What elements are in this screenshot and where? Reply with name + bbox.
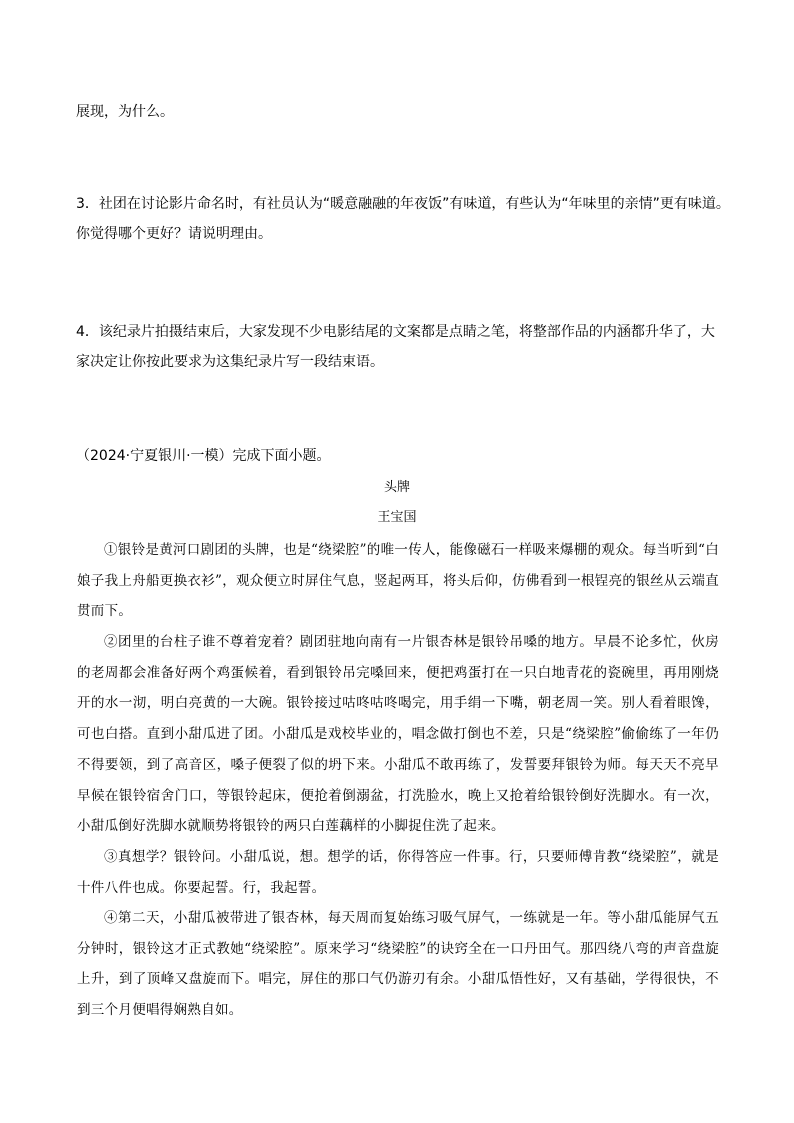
intro-fragment: 展现，为什么。: [76, 104, 174, 120]
story-title: 头牌: [383, 480, 410, 495]
story-paragraph-4: ④第二天，小甜瓜被带进了银杏林，每天周而复始练习吸气屏气，一练就是一年。等小甜瓜能屏气五分钟时，银铃这才正式教她“绕梁腔”。原来学习“绕梁腔”的诀窍全在一口丹田气。那四绕八弯的声音盘旋上升，到了顶峰又盘旋而下。唱完，屏住的那口气仍游刃有余。小甜瓜悟性好，又有基础，学得很快，不到三个月便唱得娴熟自如。: [77, 910, 719, 1019]
question-4-line-2: 家决定让你按此要求为这集纪录片写一段结束语。: [76, 354, 384, 370]
question-4-line-1: 4．该纪录片拍摄结束后，大家发现不少电影结尾的文案都是点睛之笔，将整部作品的内涵都升华了，大: [76, 324, 715, 340]
story-paragraph-2: ②团里的台柱子谁不尊着宠着？剧团驻地向南有一片银杏林是银铃吊嗓的地方。早晨不论多忙，伙房的老周都会准备好两个鸡蛋候着，看到银铃吊完嗓回来，便把鸡蛋打在一只白地青花的瓷碗里，再用刚烧开的水一沏，明白亮黄的一大碗。银铃接过咕咚咕咚喝完，用手绢一下嘴，朝老周一笑。别人看着眼馋，可也白搭。直到小甜瓜进了团。小甜瓜是戏校毕业的，唱念做打倒也不差，只是“绕梁腔”偷偷练了一年仍不得要领，到了高音区，嗓子便裂了似的坍下来。小甜瓜不敢再练了，发誓要拜银铃为师。每天天不亮早早候在银铃宿舍门口，等银铃起床，便抢着倒溺盆，打洗脸水，晚上又抢着给银铃倒好洗脚水。有一次，小甜瓜倒好洗脚水就顺势将银铃的两只白莲藕样的小脚捉住洗了起来。: [77, 634, 719, 835]
section-source: （2024·宁夏银川·一模）完成下面小题。: [76, 448, 331, 464]
question-3-line-2: 你觉得哪个更好？请说明理由。: [76, 226, 272, 242]
story-paragraph-1: ①银铃是黄河口剧团的头牌，也是“绕梁腔”的唯一传人，能像磁石一样吸来爆棚的观众。每当听到“白娘子我上舟船更换衣衫”，观众便立时屏住气息，竖起两耳，将头后仰，仿佛看到一根锃亮的银丝从云端直贯而下。: [77, 542, 720, 620]
story-paragraph-3: ③真想学？银铃问。小甜瓜说，想。想学的话，你得答应一件事。行，只要师傅肯教“绕梁腔”，就是十件八件也成。你要起誓。行，我起誓。: [77, 849, 719, 896]
question-3-line-1: 3．社团在讨论影片命名时，有社员认为“暖意融融的年夜饭”有味道，有些认为“年味里的亲情”更有味道。: [76, 196, 730, 212]
story-author: 王宝国: [377, 510, 417, 525]
